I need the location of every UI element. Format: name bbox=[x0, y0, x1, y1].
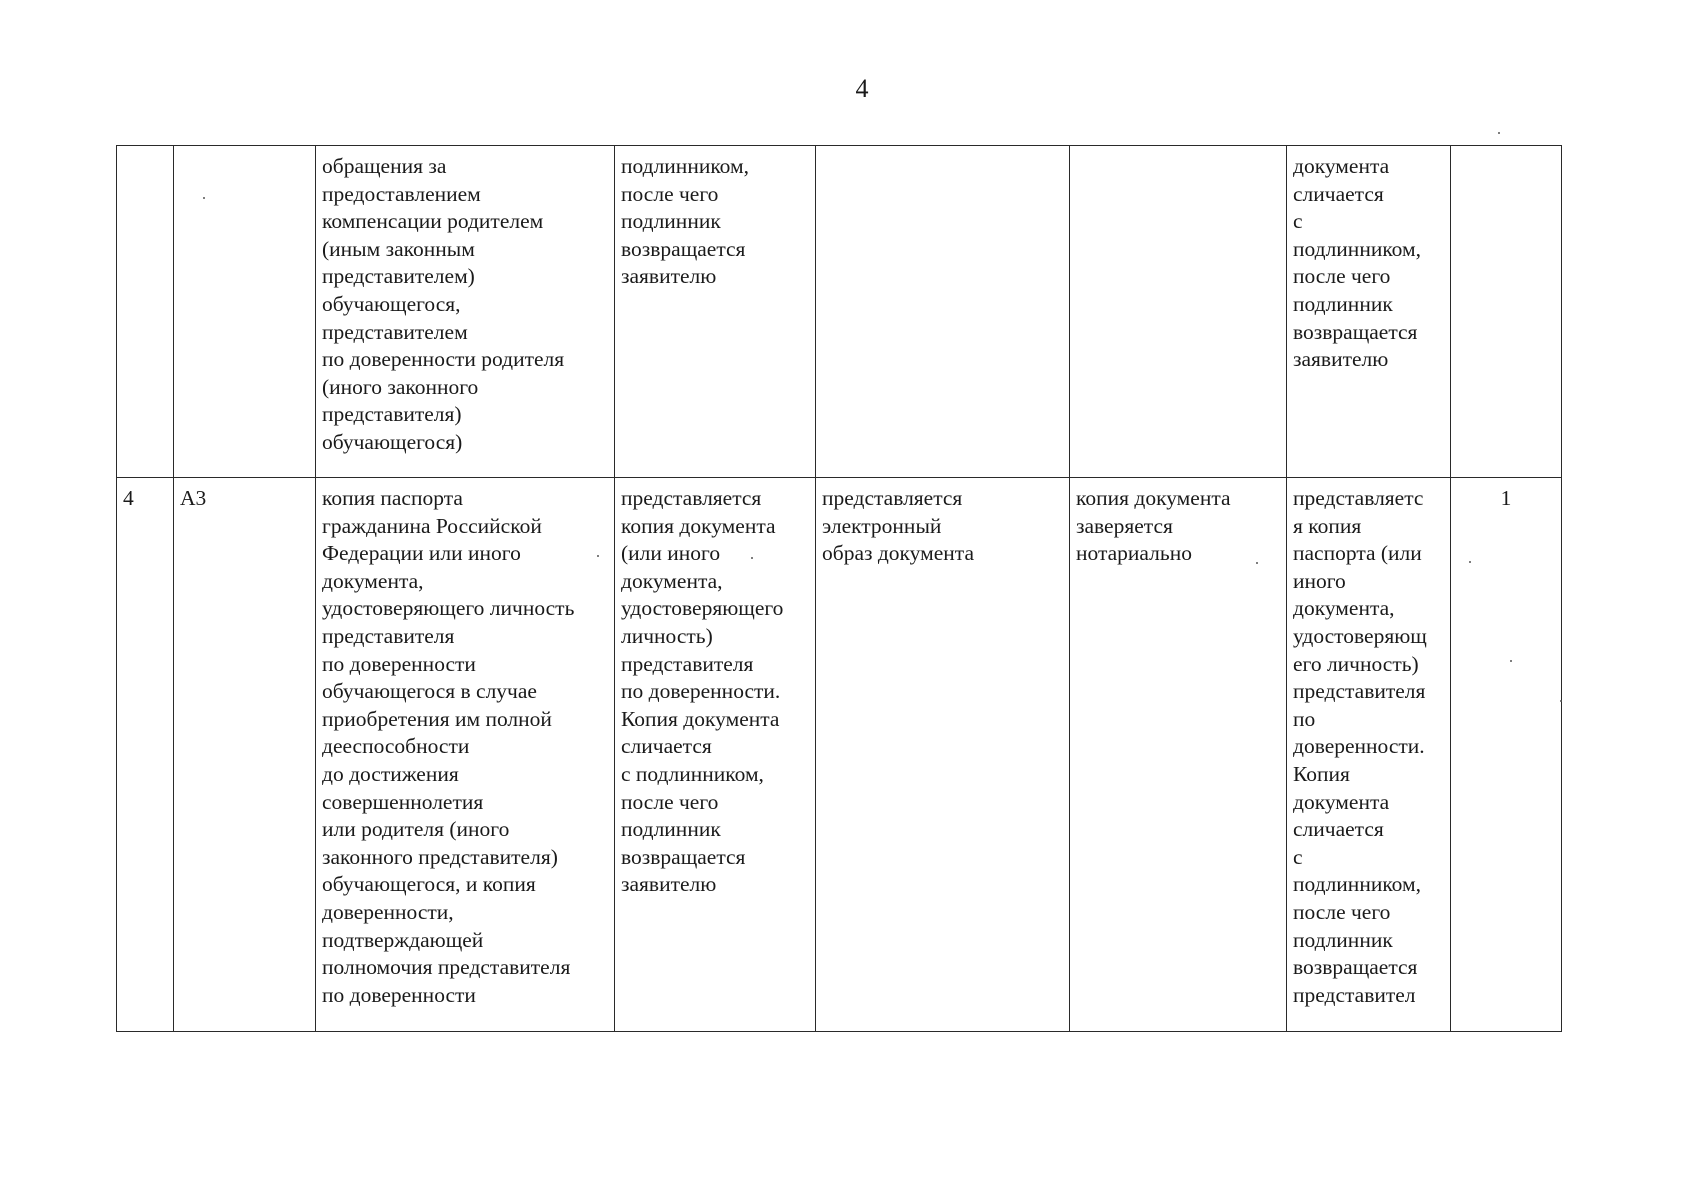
page-number: 4 bbox=[855, 74, 869, 103]
scan-speck bbox=[751, 557, 753, 559]
scan-speck bbox=[597, 555, 599, 557]
in-person-submission-cell: документа сличается с подлинником, после чего подлинник возвращается заявителю bbox=[1287, 146, 1451, 478]
electronic-submission-cell bbox=[816, 146, 1070, 478]
certification-cell: копия документа заверяется нотариально bbox=[1070, 478, 1287, 1032]
in-person-submission-cell: представляетс я копия паспорта (или иного документа, удостоверяющ его личность) представителя по доверенности. Копия документа сличается с подлинником, после чего подлинник возвращается представител bbox=[1287, 478, 1451, 1032]
quantity-cell bbox=[1451, 146, 1562, 478]
certification-cell bbox=[1070, 146, 1287, 478]
table-row bbox=[117, 146, 1562, 478]
row-number-cell: 4 bbox=[117, 478, 174, 1032]
table-row bbox=[117, 478, 1562, 1032]
scan-speck bbox=[203, 197, 205, 199]
scan-speck bbox=[1256, 562, 1258, 564]
scan-speck bbox=[1469, 561, 1471, 563]
quantity-cell: 1 bbox=[1451, 478, 1562, 1032]
electronic-submission-cell: представляется электронный образ документа bbox=[816, 478, 1070, 1032]
paper-submission-cell: подлинником, после чего подлинник возвращается заявителю bbox=[615, 146, 816, 478]
scan-speck bbox=[1510, 660, 1512, 662]
document-code-cell: А3 bbox=[174, 478, 316, 1032]
document-code-cell bbox=[174, 146, 316, 478]
paper-submission-cell: представляется копия документа (или иного документа, удостоверяющего личность) представителя по доверенности. Копия документа сличается с подлинником, после чего подлинник возвращается заявителю bbox=[615, 478, 816, 1032]
document-name-cell: копия паспорта гражданина Российской Федерации или иного документа, удостоверяющего личность представителя по доверенности обучающегося в случае приобретения им полной дееспособности до достижения совершеннолетия или родителя (иного законного представителя) обучающегося, и копия доверенности, подтверждающей полномочия представителя по доверенности bbox=[316, 478, 615, 1032]
scan-speck bbox=[1498, 132, 1500, 134]
document-name-cell: обращения за предоставлением компенсации родителем (иным законным представителем) обучающегося, представителем по доверенности родителя (иного законного представителя) обучающегося) bbox=[316, 146, 615, 478]
requirements-table bbox=[116, 145, 1562, 1032]
scan-speck bbox=[1560, 700, 1562, 702]
row-number-cell bbox=[117, 146, 174, 478]
